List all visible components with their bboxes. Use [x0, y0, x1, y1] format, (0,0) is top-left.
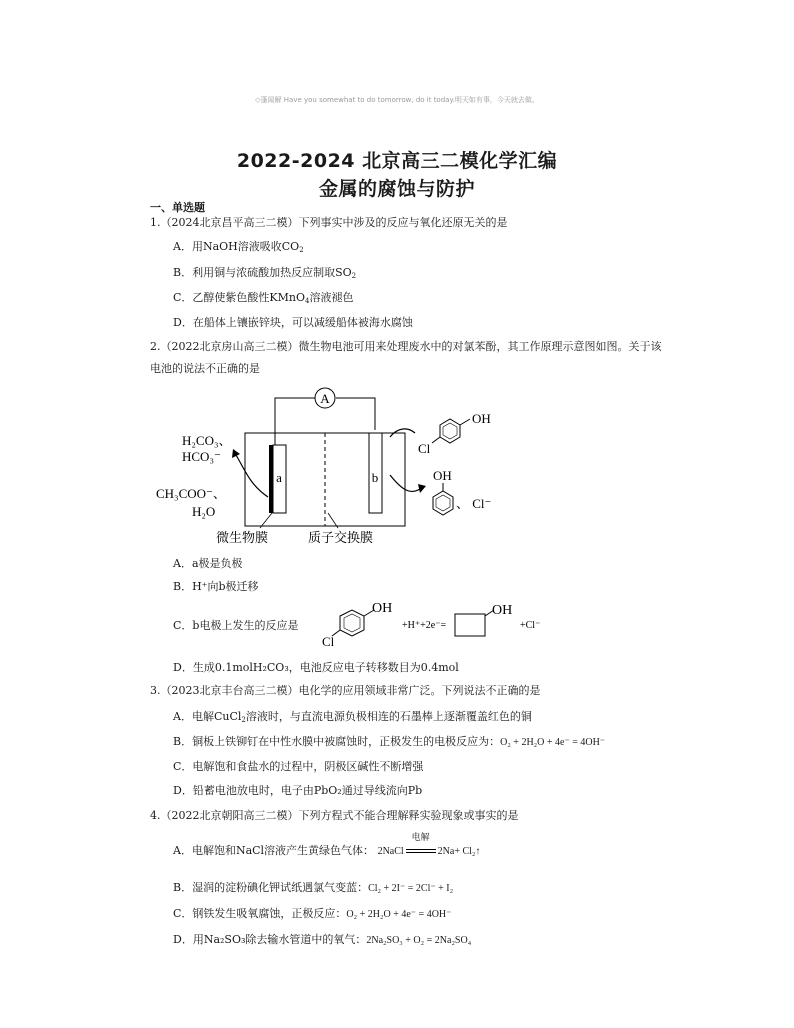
- label-h2co3: H₂CO₃、: [182, 433, 232, 448]
- left-arrow: [236, 455, 268, 497]
- label-cl-ion: 、 Cl⁻: [456, 496, 492, 511]
- label-membrane: 质子交换膜: [308, 531, 374, 546]
- question-2-option-c[interactable]: C．b电极上发生的反应是: [173, 619, 299, 632]
- equation: Cl₂ + 2I⁻ = 2Cl⁻ + I₂: [368, 883, 454, 894]
- equation: O₂ + 2H₂O + 4e⁻ = 4OH⁻: [500, 737, 606, 748]
- biofilm: [269, 445, 273, 513]
- question-2-stem-line1: 2.（2022北京房山高三二模）微生物电池可用来处理废水中的对氯苯酚，其工作原理示意图如图。关于该: [150, 340, 662, 353]
- eq-oh-product: OH: [492, 603, 513, 618]
- option-text: A．电解CuCl: [173, 710, 242, 723]
- question-4-stem: 4.（2022北京朝阳高三二模）下列方程式不能合理解释实验现象或事实的是: [150, 809, 519, 822]
- eq-cl: Cl: [322, 634, 335, 649]
- question-1-option-c[interactable]: C．乙醇使紫色酸性KMnO$_4$溶液褪色: [173, 291, 354, 305]
- question-1-option-b[interactable]: B．利用铜与浓硫酸加热反应制取$SO_2$: [173, 266, 357, 280]
- eq-mid: +H⁺+2e⁻=: [402, 620, 447, 631]
- option-text: 溶液褪色: [309, 291, 354, 304]
- question-1-option-a[interactable]: A．用NaOH溶液吸收$CO_2$: [173, 240, 304, 254]
- condition-text: 电解: [411, 833, 430, 843]
- question-3-option-d[interactable]: D．铅蓄电池放电时，电子由PbO₂通过导线流向Pb: [173, 784, 423, 797]
- option-text: A．用NaOH溶液吸收CO: [173, 240, 300, 253]
- label-cl-top: Cl: [418, 441, 431, 456]
- arrowhead-right: [418, 484, 426, 493]
- label-biofilm: 微生物膜: [216, 531, 269, 546]
- equals-with-condition: [404, 833, 438, 858]
- page-subtitle: 金属的腐蚀与防护: [318, 178, 475, 200]
- benzene-ring-product: [455, 614, 485, 636]
- benzene-ring-top-inner: [443, 423, 457, 439]
- option-text: B．湿润的淀粉碘化钾试纸遇氯气变蓝：: [173, 881, 369, 894]
- electrode-b-label: b: [371, 470, 379, 485]
- question-4-option-c[interactable]: [173, 907, 451, 922]
- equation: 2Na₂SO₃ + O₂ = 2Na₂SO₄: [366, 935, 472, 946]
- wire-right: [336, 398, 375, 430]
- option-text: D．用Na₂SO₃除去输水管道中的氧气：: [173, 933, 367, 946]
- question-1-stem: 1.（2024北京昌平高三二模）下列事实中涉及的反应与氧化还原无关的是: [150, 216, 508, 229]
- question-4-option-b[interactable]: [173, 881, 453, 896]
- equation: O₂ + 2H₂O + 4e⁻ = 4OH⁻: [346, 909, 452, 920]
- label-ch3coo: CH₃COO⁻、: [156, 486, 226, 501]
- label-oh-bottom: OH: [433, 468, 452, 483]
- microbial-cell-diagram: [150, 385, 520, 550]
- electrode-a-label: a: [276, 470, 282, 485]
- option-text: C．钢铁发生吸氧腐蚀，正极反应：: [173, 907, 347, 920]
- question-2-option-c-equation: [310, 602, 550, 650]
- label-h2o: H₂O: [192, 504, 216, 519]
- question-2-stem-line2: 电池的说法不正确的是: [150, 362, 260, 375]
- ammeter-label: A: [320, 391, 330, 406]
- question-4-option-d[interactable]: [173, 933, 471, 948]
- question-3-option-b[interactable]: [173, 735, 605, 750]
- arrowhead-left: [232, 449, 240, 458]
- option-text: A．电解饱和NaCl溶液产生黄绿色气体：: [173, 844, 375, 857]
- option-text: C．乙醇使紫色酸性KMnO: [173, 291, 305, 304]
- question-1-option-d[interactable]: D．在船体上镶嵌锌块，可以减缓船体被海水腐蚀: [173, 316, 413, 329]
- section-heading: 一、单选题: [150, 201, 205, 214]
- option-text: B．铜板上铁铆钉在中性水膜中被腐蚀时，正极发生的电极反应为：: [173, 735, 501, 748]
- benzene-ring-bottom-inner: [436, 495, 450, 511]
- question-3-option-c[interactable]: C．电解饱和食盐水的过程中，阴极区碱性不断增强: [173, 760, 424, 773]
- watermark: ◇蓬闻解 Have you somewhat to do tomorrow, do it today.明天如有事，今天就去做。: [255, 96, 539, 104]
- equation-rhs: 2Na+ Cl₂↑: [437, 846, 481, 857]
- equation-lhs: 2NaCl: [377, 846, 404, 857]
- option-text: B．利用铜与浓硫酸加热反应制取SO: [173, 266, 352, 279]
- label-hco3: HCO₃⁻: [182, 449, 221, 464]
- question-3-option-a[interactable]: A．电解CuCl$_2$溶液时，与直流电源负极相连的石墨棒上逐渐覆盖红色的铜: [173, 710, 532, 724]
- eq-oh-reactant: OH: [372, 602, 393, 616]
- question-2-option-d[interactable]: D．生成0.1molH₂CO₃，电池反应电子转移数目为0.4mol: [173, 661, 459, 674]
- question-3-stem: 3.（2023北京丰台高三二模）电化学的应用领域非常广泛。下列说法不正确的是: [150, 684, 541, 697]
- page-title: 2022-2024 北京高三二模化学汇编: [236, 150, 558, 172]
- option-text: 溶液时，与直流电源负极相连的石墨棒上逐渐覆盖红色的铜: [245, 710, 532, 723]
- question-2-option-b[interactable]: B．H⁺向b极迁移: [173, 580, 259, 593]
- eq-post: +Cl⁻: [520, 620, 541, 631]
- label-oh-top: OH: [472, 411, 491, 426]
- question-2-option-a[interactable]: A．a极是负极: [173, 557, 243, 570]
- question-4-option-a[interactable]: [173, 833, 481, 859]
